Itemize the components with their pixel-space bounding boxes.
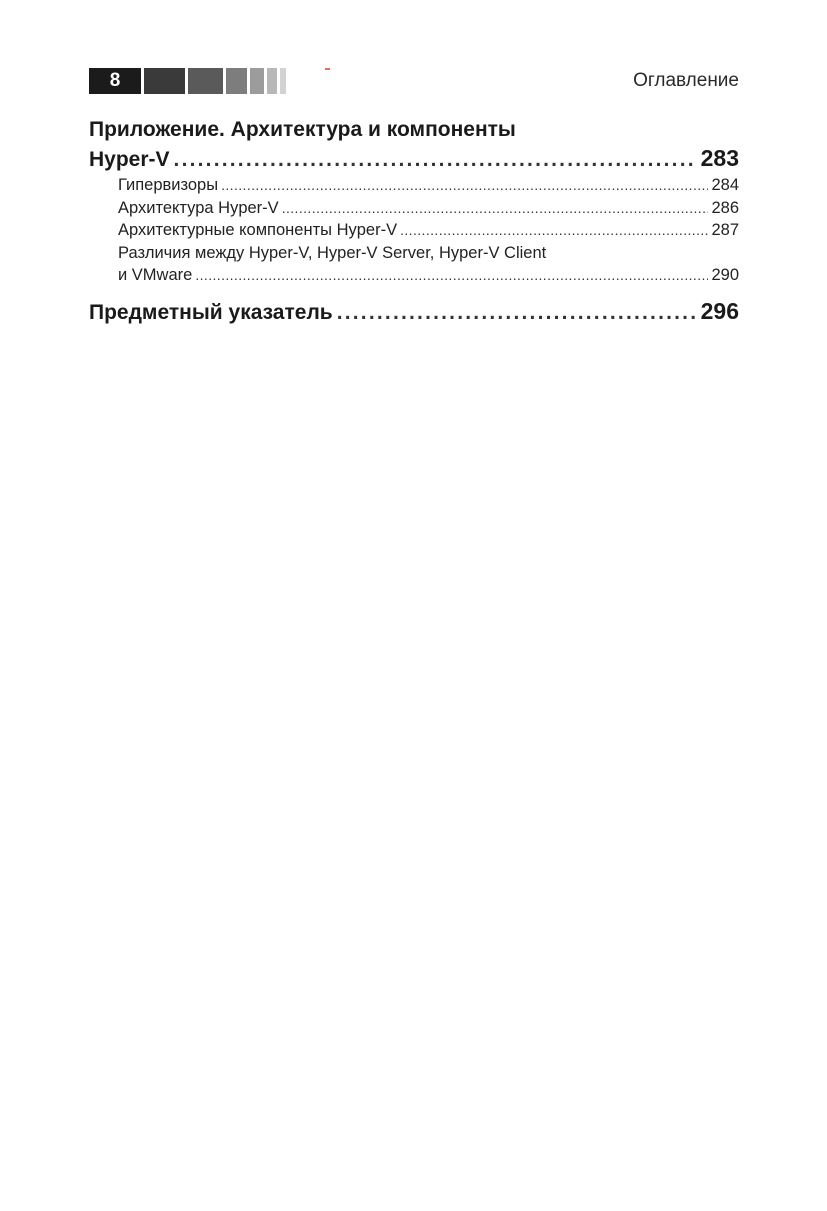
decorative-bar [280,68,286,94]
index-title: Предметный указатель [89,300,333,324]
toc-entry-label: Архитектура Hyper-V [118,198,279,217]
index-page: 296 [700,297,739,324]
decorative-bar [267,68,277,94]
toc-entry-page: 290 [711,266,739,284]
table-of-contents [89,116,739,327]
toc-entry[interactable] [89,264,739,287]
toc-entry-label-line2: и VMware [118,266,193,284]
appendix-title-line2: Hyper-V [89,148,170,171]
appendix-page: 283 [700,145,739,171]
leader-dots [282,197,709,220]
page-header [89,68,739,94]
leader-dots [174,146,695,174]
appendix-title-text: Приложение. Архитектура и компоненты [89,118,516,141]
toc-entry-page: 287 [711,221,739,239]
decorative-bar [250,68,264,94]
decorative-bar [144,68,185,94]
running-head: Оглавление [633,70,739,91]
toc-entry-label: Гипервизоры [118,176,219,194]
decorative-bar [226,68,247,94]
toc-entry[interactable] [89,174,739,197]
toc-entry[interactable] [89,219,739,242]
toc-entry-index[interactable] [89,297,739,327]
leader-dots [337,299,695,327]
page-number: 8 [89,68,141,94]
leader-dots [221,174,708,197]
toc-entry-page: 286 [711,198,739,217]
toc-entry-label: Архитектурные компоненты Hyper-V [118,221,398,239]
leader-dots [195,264,708,287]
print-mark [325,68,330,70]
toc-entry[interactable] [89,197,739,220]
toc-entry-label-line1: Различия между Hyper-V, Hyper-V Server, Hyper-V Client [118,243,547,262]
toc-entry-appendix[interactable] [89,144,739,174]
toc-entry-multiline-first[interactable] [89,242,739,265]
toc-entry-page: 284 [711,176,739,194]
leader-dots [400,219,708,242]
decorative-bar [188,68,223,94]
appendix-title-line1 [89,116,739,144]
